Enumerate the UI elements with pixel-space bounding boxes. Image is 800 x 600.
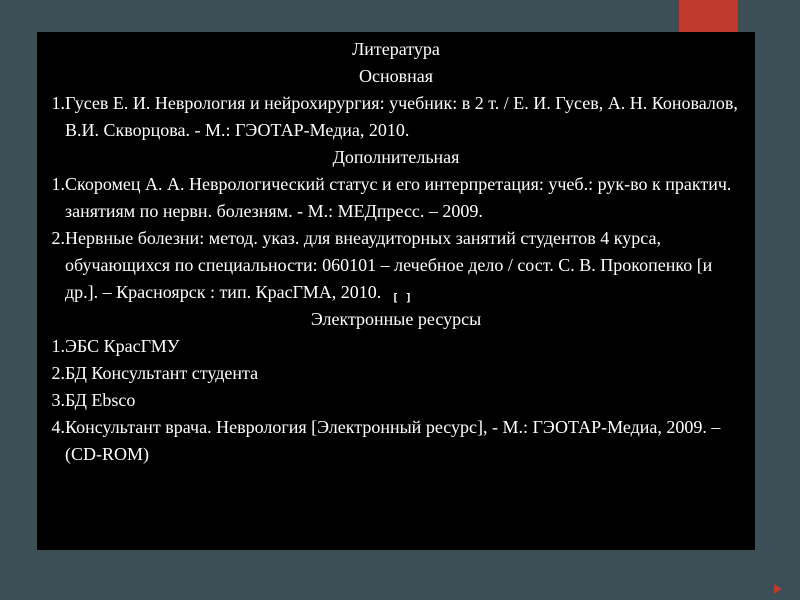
additional-section-heading: Дополнительная (332, 147, 460, 167)
slide-title: Литература (352, 39, 440, 59)
electronic-resources-list (37, 333, 745, 468)
electronic-section-heading: Электронные ресурсы (310, 309, 482, 329)
accent-tab (679, 0, 738, 32)
list-item-text: Консультант врача. Неврология [Электронный ресурс], - М.: ГЭОТАР-Медиа, 2009. – (CD-ROM) (65, 417, 721, 464)
list-item-number: 1. (51, 336, 65, 356)
list-item-number: 2. (51, 228, 65, 248)
literature-content-box (37, 32, 755, 550)
list-item-number: 4. (51, 417, 65, 437)
main-literature-list (37, 90, 745, 144)
list-item-text: Нервные болезни: метод. указ. для внеаудиторных занятий студентов 4 курса, обучающихся по специальности: 060101 – лечебное дело / сост. С. В. Прокопенко [и др.]. – Красноярск : тип. КрасГМА, 2010. (65, 228, 713, 302)
main-section-heading: Основная (358, 66, 434, 86)
list-item (37, 387, 745, 414)
list-item (37, 225, 745, 306)
additional-literature-list (37, 171, 745, 306)
list-item-text: ЭБС КрасГМУ (65, 336, 180, 356)
list-item-number: 2. (51, 363, 65, 383)
list-item (37, 90, 745, 144)
list-item (37, 333, 745, 360)
list-item-text: Скоромец А. А. Неврологический статус и его интерпретация: учеб.: рук-во к практич. занятиям по нервн. болезням. - М.: МЕДпресс. – 2009. (65, 174, 732, 221)
list-item-text: БД Консультант студента (65, 363, 259, 383)
list-item (37, 414, 745, 468)
list-item-text: Гусев Е. И. Неврология и нейрохирургия: учебник: в 2 т. / Е. И. Гусев, А. Н. Коновалов, В.И. Скворцова. - М.: ГЭОТАР-Медиа, 2010. (65, 93, 738, 140)
list-item-number: 3. (51, 390, 65, 410)
next-slide-arrow-icon[interactable] (774, 584, 782, 594)
list-item (37, 171, 745, 225)
placeholder-marker-icon: [ ] (392, 291, 412, 304)
list-item-text: БД Ebsco (65, 390, 136, 410)
list-item (37, 360, 745, 387)
list-item-number: 1. (51, 93, 65, 113)
list-item-number: 1. (51, 174, 65, 194)
